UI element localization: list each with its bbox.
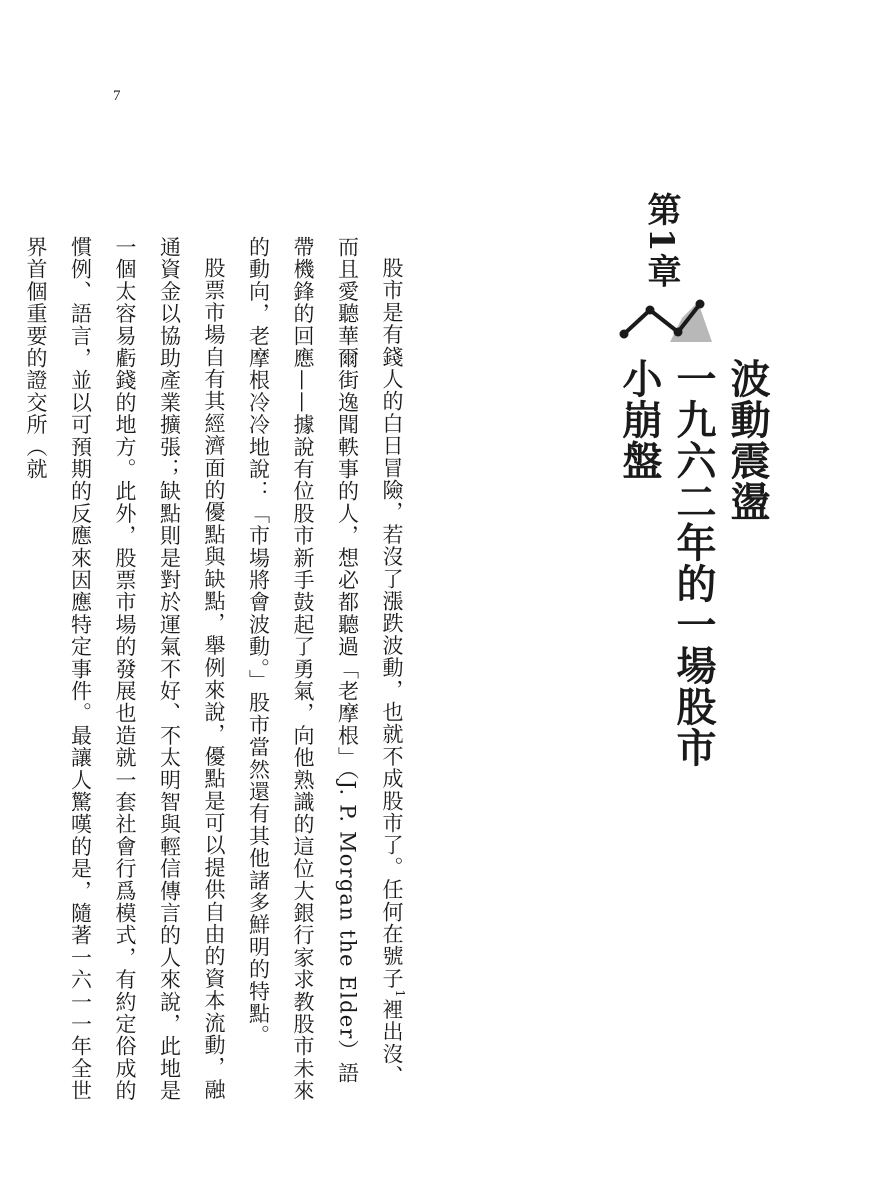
paragraph-1-part-b: 裡出沒、而且愛聽華爾街逸聞軼事的人，想必都聽過「老摩根」（J. P. Morgan the Elder）語帶機鋒的回應——據說有位股市新手鼓起了勇氣，向他熟識的這位大銀行家求教股市未來的動向，老摩根冷冷地說：「市場將會波動。」股市當然還有其他諸多鮮明的特點。: [246, 236, 404, 1102]
paragraph-2: 股票市場自有其經濟面的優點與缺點，舉例來說，優點是可以提供自由的資本流動，融通資金以協助產業擴張；缺點則是對於運氣不好、不太明智與輕信傳言的人來說，此地是一個太容易虧錢的地方。此外，股票市場的發展也造就一套社會行爲模式，有約定俗成的慣例、語言，並以可預期的反應來因應特定事件。最讓人驚嘆的是，隨著一六一一年全世界首個重要的證交所（就: [24, 236, 226, 1102]
page-number: 7: [113, 88, 121, 104]
chapter-title-line-2: 一九六二年的一場股市小崩盤: [616, 358, 717, 768]
chapter-title: [612, 358, 774, 798]
stock-line-chart-icon: [618, 292, 712, 342]
paragraph-1: [236, 236, 422, 1104]
chapter-title-line-1: 波動震盪: [724, 358, 771, 522]
paragraph-1-part-a: 股市是有錢人的白日冒險，若沒了漲跌波動，也就不成股市了。任何在號子: [380, 257, 404, 990]
body-text: [24, 236, 422, 1104]
chapter-label: 第1章: [641, 192, 681, 290]
footnote-marker: 1: [393, 989, 407, 999]
